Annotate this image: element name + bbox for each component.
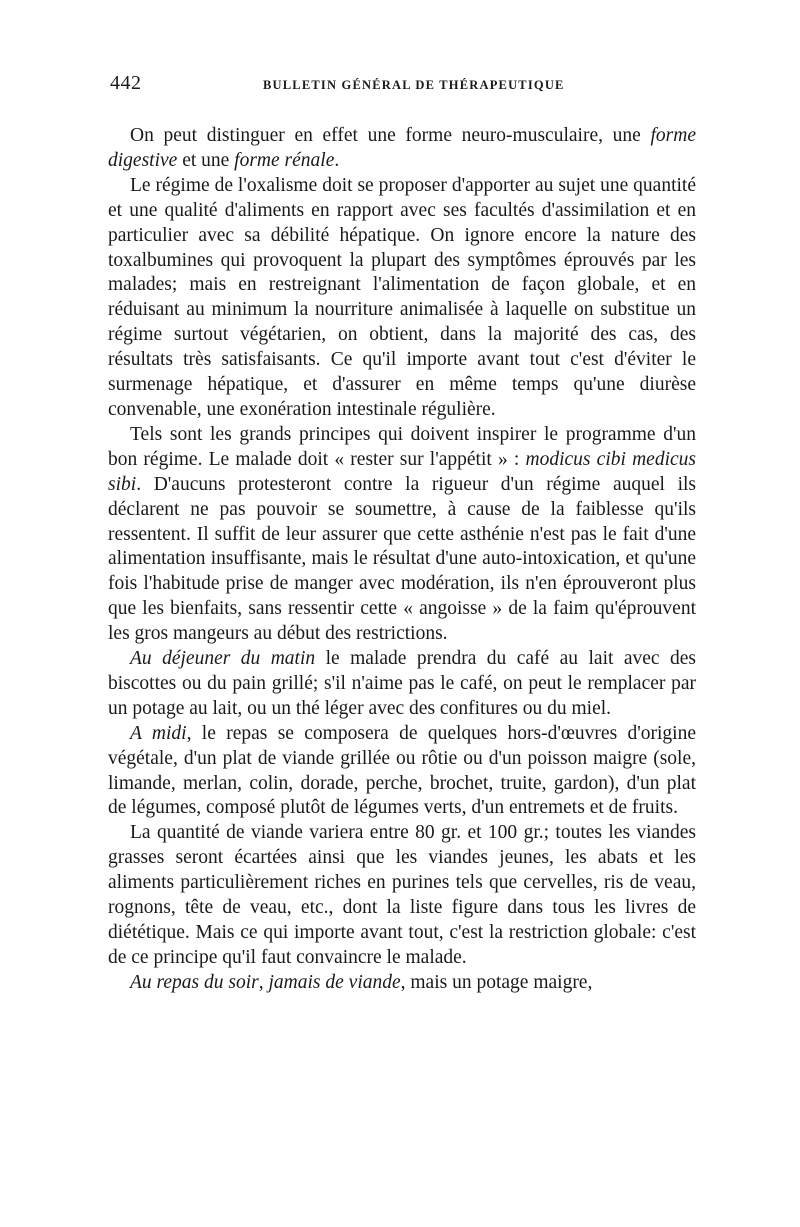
italic-text: Au repas du soir bbox=[130, 971, 259, 993]
italic-text: modicus cibi medicus sibi bbox=[108, 448, 696, 495]
paragraph bbox=[108, 971, 696, 996]
text-segment: . D'aucuns protesteront contre la rigueur d'un régime auquel ils déclarent ne pas pouvoir se soumettre, à cause de la faiblesse qu'ils ressentent. Il suffit de leur assurer que cette asthénie n'est pas le fait d'une alimentation insuffisante, mais le résultat d'une auto-intoxication, et qu'une fois l'habitude prise de manger avec modération, ils n'en éprouveront plus que les bienfaits, sans ressentir cette « angoisse » de la faim qu'éprouvent les gros mangeurs au début des restrictions. bbox=[108, 473, 696, 645]
paragraph bbox=[108, 647, 696, 722]
paragraph bbox=[108, 722, 696, 822]
italic-text: forme rénale bbox=[234, 149, 335, 171]
text-segment: On peut distinguer en effet une forme neuro-musculaire, une bbox=[130, 125, 651, 146]
page-number: 442 bbox=[110, 72, 142, 94]
text-segment: , bbox=[258, 971, 269, 993]
paragraph bbox=[108, 821, 696, 970]
text-segment: , le repas se composera de quelques hors-d'œuvres d'origine végétale, d'un plat de viande grillée ou rôtie ou d'un poisson maigre (sole, limande, merlan, colin, dorade, perche, brochet, truite, gardon), d'un plat de légumes, composé plutôt de légumes verts, d'un entremets et de fruits. bbox=[108, 722, 696, 819]
paragraph bbox=[108, 124, 696, 174]
text-segment: le malade prendra du café au lait avec des biscottes ou du pain grillé; s'il n'aime pas le café, on peut le remplacer par un potage au lait, ou un thé léger avec des confitures ou du miel. bbox=[108, 648, 696, 719]
text-segment: et une bbox=[177, 149, 235, 171]
italic-text: A midi bbox=[130, 722, 187, 744]
italic-text: jamais de viande bbox=[268, 971, 401, 993]
italic-text: Au déjeuner du matin bbox=[130, 648, 316, 670]
document-page bbox=[108, 72, 696, 996]
italic-text: forme digestive bbox=[108, 125, 696, 171]
running-head bbox=[108, 72, 696, 102]
journal-title: BULLETIN GÉNÉRAL DE THÉRAPEUTIQUE bbox=[263, 78, 565, 92]
text-segment: Le régime de l'oxalisme doit se proposer d'apporter au sujet une quantité et une qualité d'aliments en rapport avec ses facultés d'assimilation et en particulier avec sa débilité hépatique. On ignore encore la nature des toxalbumines qui provoquent la plupart des symptômes éprouvés par les malades; mais en restreignant l'alimentation de façon globale, et en réduisant au minimum la nourriture animalisée à laquelle on substitue un régime surtout végétarien, on obtient, dans la majorité des cas, des résultats très satisfaisants. Ce qu'il importe avant tout c'est d'éviter le surmenage hépatique, et d'assurer en même temps qu'une diurèse convenable, une exonération intestinale régulière. bbox=[108, 174, 696, 420]
text-segment: , mais un potage maigre, bbox=[400, 971, 593, 993]
body-text bbox=[108, 124, 696, 996]
text-segment: La quantité de viande variera entre 80 gr. et 100 gr.; toutes les viandes grasses seront écartées ainsi que les viandes jeunes, les abats et les aliments particulièrement riches en purines tels que cervelles, ris de veau, rognons, tête de veau, etc., dont la liste figure dans tous les livres de diététique. Mais ce qui importe avant tout, c'est la restriction globale: c'est de ce principe qu'il faut convaincre le malade. bbox=[108, 822, 696, 968]
paragraph bbox=[108, 423, 696, 647]
text-segment: . bbox=[334, 149, 340, 171]
text-segment: Tels sont les grands principes qui doivent inspirer le programme d'un bon régime. Le malade doit « rester sur l'appétit » : bbox=[108, 423, 696, 470]
paragraph bbox=[108, 174, 696, 423]
